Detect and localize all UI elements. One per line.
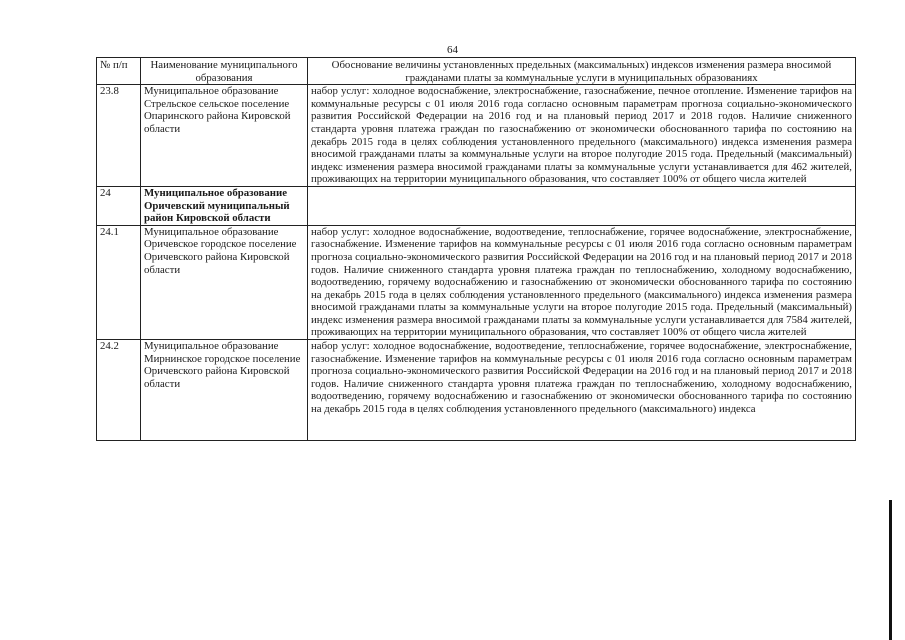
table-header-row [97, 58, 856, 85]
row-municipality: Муниципальное образование Оричевский муниципальный район Кировской области [141, 186, 308, 225]
row-num: 23.8 [97, 85, 141, 187]
row-municipality: Муниципальное образование Оричевское городское поселение Оричевского района Кировской области [141, 225, 308, 339]
table-row [97, 340, 856, 441]
row-justification-text: набор услуг: холодное водоснабжение, водоотведение, теплоснабжение, горячее водоснабжение, электроснабжение, газоснабжение. Изменение тарифов на коммунальные ресурсы с 01 июля 2016 года согласно основным параметрам прогноза социально-экономического развития Российской Федерации на 2016 год и на плановый период 2017 и 2018 годов. Наличие сниженного стандарта уровня платежа граждан по теплоснабжению, холодному водоснабжению, водоотведению, горячему водоснабжению и газоснабжению от экономически обоснованного тарифа по состоянию на декабрь 2015 года в целях соблюдения установленного предельного (максимального) индекса [311, 340, 852, 416]
row-justification: набор услуг: холодное водоснабжение, водоотведение, теплоснабжение, горячее водоснабжение, электроснабжение, газоснабжение. Изменение тарифов на коммунальные ресурсы с 01 июля 2016 года согласно основным параметрам прогноза социально-экономического развития Российской Федерации на 2016 год и на плановый период 2017 и 2018 годов. Наличие сниженного стандарта уровня платежа граждан по теплоснабжению, холодному водоснабжению, водоотведению, горячему водоснабжению и газоснабжению от экономически обоснованного тарифа по состоянию на декабрь 2015 года в целях соблюдения установленного предельного (максимального) индекса изменения размера вносимой гражданами платы за коммунальные услуги на второе полугодие 2015 года. Предельный (максимальный) индекс изменения размера вносимой гражданами платы за коммунальные услуги устанавливается для 7584 жителей, проживающих на территории муниципального образования, что составляет 100% от общего числа жителей [308, 225, 856, 339]
header-name: Наименование муниципального образования [141, 58, 308, 85]
header-num: № п/п [97, 58, 141, 85]
scan-edge-mark [889, 500, 892, 640]
row-num: 24 [97, 186, 141, 225]
row-num: 24.1 [97, 225, 141, 339]
table-row [97, 225, 856, 339]
row-municipality: Муниципальное образование Стрельское сельское поселение Опаринского района Кировской области [141, 85, 308, 187]
row-justification [308, 186, 856, 225]
header-justification: Обоснование величины установленных предельных (максимальных) индексов изменения размера вносимой гражданами платы за коммунальные услуги в муниципальных образованиях [308, 58, 856, 85]
table-row [97, 85, 856, 187]
page-number: 64 [447, 44, 458, 56]
row-municipality: Муниципальное образование Мирнинское городское поселение Оричевского района Кировской области [141, 340, 308, 441]
justification-table [96, 57, 856, 441]
table-row [97, 186, 856, 225]
row-justification [308, 340, 856, 441]
row-justification: набор услуг: холодное водоснабжение, электроснабжение, газоснабжение, печное отопление. Изменение тарифов на коммунальные ресурсы с 01 июля 2016 года согласно основным параметрам прогноза социально-экономического развития Российской Федерации на 2016 год и на плановый период 2017 и 2018 годов. Наличие сниженного стандарта уровня платежа граждан по газоснабжению от экономически обоснованного тарифа по состоянию на декабрь 2015 года в целях соблюдения установленного предельного (максимального) индекса изменения размера вносимой гражданами платы за коммунальные услуги на второе полугодие 2015 года. Предельный (максимальный) индекс изменения размера вносимой гражданами платы за коммунальные услуги устанавливается для 462 жителей, проживающих на территории муниципального образования, что составляет 100% от общего числа жителей [308, 85, 856, 187]
row-num: 24.2 [97, 340, 141, 441]
